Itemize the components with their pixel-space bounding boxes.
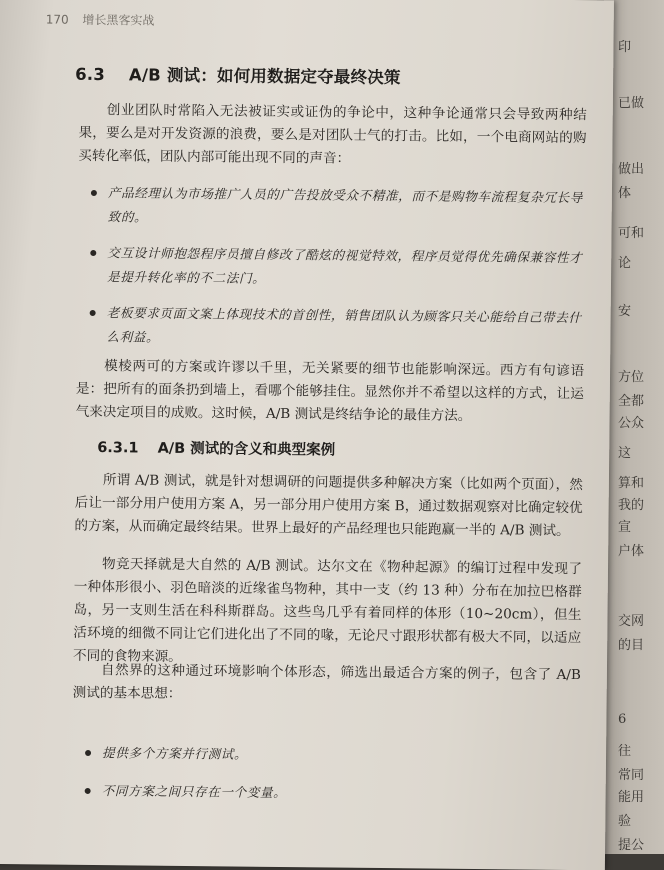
principle-list-item bbox=[102, 741, 582, 770]
opinion-list-item bbox=[107, 241, 587, 294]
opinion-list-item bbox=[108, 181, 588, 234]
adjacent-fragment: 已做 bbox=[618, 96, 645, 111]
adjacent-fragment: 的目 bbox=[618, 638, 645, 653]
adjacent-fragment: 验 bbox=[618, 814, 632, 829]
adjacent-fragment: 这 bbox=[618, 446, 632, 461]
adjacent-fragment: 常同 bbox=[618, 768, 645, 783]
opinion-text: 老板要求页面文案上体现技术的首创性，销售团队认为顾客只关心能给自己带去什么利益。 bbox=[106, 305, 582, 345]
subsection-heading bbox=[97, 436, 335, 459]
section-number: 6.3 bbox=[75, 64, 106, 85]
adjacent-fragment: 户体 bbox=[618, 544, 645, 559]
adjacent-fragment: 提公 bbox=[618, 838, 645, 853]
bullet-icon bbox=[90, 310, 96, 316]
opinion-text: 产品经理认为市场推广人员的广告投放受众不精准，而不是购物车流程复杂冗长导致的。 bbox=[107, 185, 583, 225]
definition-paragraph: 所谓 A/B 测试，就是针对想调研的问题提供多种解决方案（比如两个页面），然后让一部分用户使用方案 A，另一部分用户使用方案 B，通过数据观察对比确定较优的方案，从而确定最终结果。世界上最好的产品经理也只能跑赢一半的 A/B 测试。 bbox=[74, 472, 583, 539]
adjacent-fragment: 可和 bbox=[618, 226, 645, 241]
bullet-icon bbox=[90, 250, 96, 256]
adjacent-fragment: 我的 bbox=[618, 498, 645, 513]
adjacent-fragment: 6 bbox=[618, 712, 627, 727]
adjacent-fragment: 往 bbox=[618, 744, 632, 759]
adjacent-fragment: 交网 bbox=[618, 614, 645, 629]
principle-list-item bbox=[102, 779, 582, 808]
adjacent-fragment: 公众 bbox=[618, 416, 645, 431]
section-title: A/B 测试：如何用数据定夺最终决策 bbox=[128, 65, 401, 88]
adjacent-fragment: 做出 bbox=[618, 162, 645, 177]
adjacent-page-edge bbox=[604, 0, 664, 854]
page-number: 170 bbox=[45, 12, 69, 27]
intro-paragraph: 创业团队时常陷入无法被证实或证伪的争论中，这种争论通常只会导致两种结果，要么是对开发资源的浪费，要么是对团队士气的打击。比如，一个电商网站的购买转化率低，团队内部可能出现不同的声音： bbox=[78, 102, 587, 167]
adjacent-fragment: 论 bbox=[618, 256, 632, 271]
bullet-icon bbox=[85, 750, 91, 756]
adjacent-fragment: 安 bbox=[618, 304, 632, 319]
running-head bbox=[46, 10, 155, 28]
book-title: 增长黑客实战 bbox=[82, 12, 155, 28]
adjacent-fragment: 全都 bbox=[618, 394, 645, 409]
opinion-list-item bbox=[106, 301, 586, 354]
subsection-number: 6.3.1 bbox=[97, 440, 139, 457]
adjacent-fragment: 算和 bbox=[618, 476, 645, 491]
subsection-title: A/B 测试的含义和典型案例 bbox=[157, 440, 336, 459]
adjacent-fragment: 方位 bbox=[618, 370, 645, 385]
bullet-icon bbox=[91, 190, 97, 196]
opinion-text: 交互设计师抱怨程序员擅自修改了酷炫的视觉特效，程序员觉得优先确保兼容性才是提升转化率的不二法门。 bbox=[106, 245, 583, 286]
principle-text: 提供多个方案并行测试。 bbox=[101, 745, 248, 762]
adjacent-fragment: 能用 bbox=[618, 790, 645, 805]
conclusion-paragraph: 模棱两可的方案或许谬以千里，无关紧要的细节也能影响深远。西方有句谚语是：把所有的面条扔到墙上，看哪个能够挂住。显然你并不希望以这样的方式，让运气来决定项目的成败。这时候，A/B 测试是终结争论的最佳方法。 bbox=[75, 358, 585, 424]
principle-text: 不同方案之间只存在一个变量。 bbox=[101, 783, 287, 801]
summary-paragraph: 自然界的这种通过环境影响个体形态，筛选出最适合方案的例子，包含了 A/B 测试的基本思想： bbox=[72, 662, 581, 702]
section-heading bbox=[75, 61, 401, 88]
adjacent-fragment: 体 bbox=[618, 186, 632, 201]
bullet-icon bbox=[85, 788, 91, 794]
nature-paragraph: 物竞天择就是大自然的 A/B 测试。达尔文在《物种起源》的编订过程中发现了一种体形很小、羽色暗淡的近缘雀鸟物种，其中一支（约 13 种）分布在加拉巴格群岛，另一支则生活在科科斯群岛。这些鸟几乎有着同样的体形（10~20cm），但生活环境的细微不同让它们进化出了不同的喙，无论尺寸跟形状都有极大不同，以适应不同的食物来源。 bbox=[72, 556, 583, 665]
adjacent-fragment: 印 bbox=[618, 40, 632, 55]
adjacent-fragment: 宣 bbox=[618, 520, 632, 535]
